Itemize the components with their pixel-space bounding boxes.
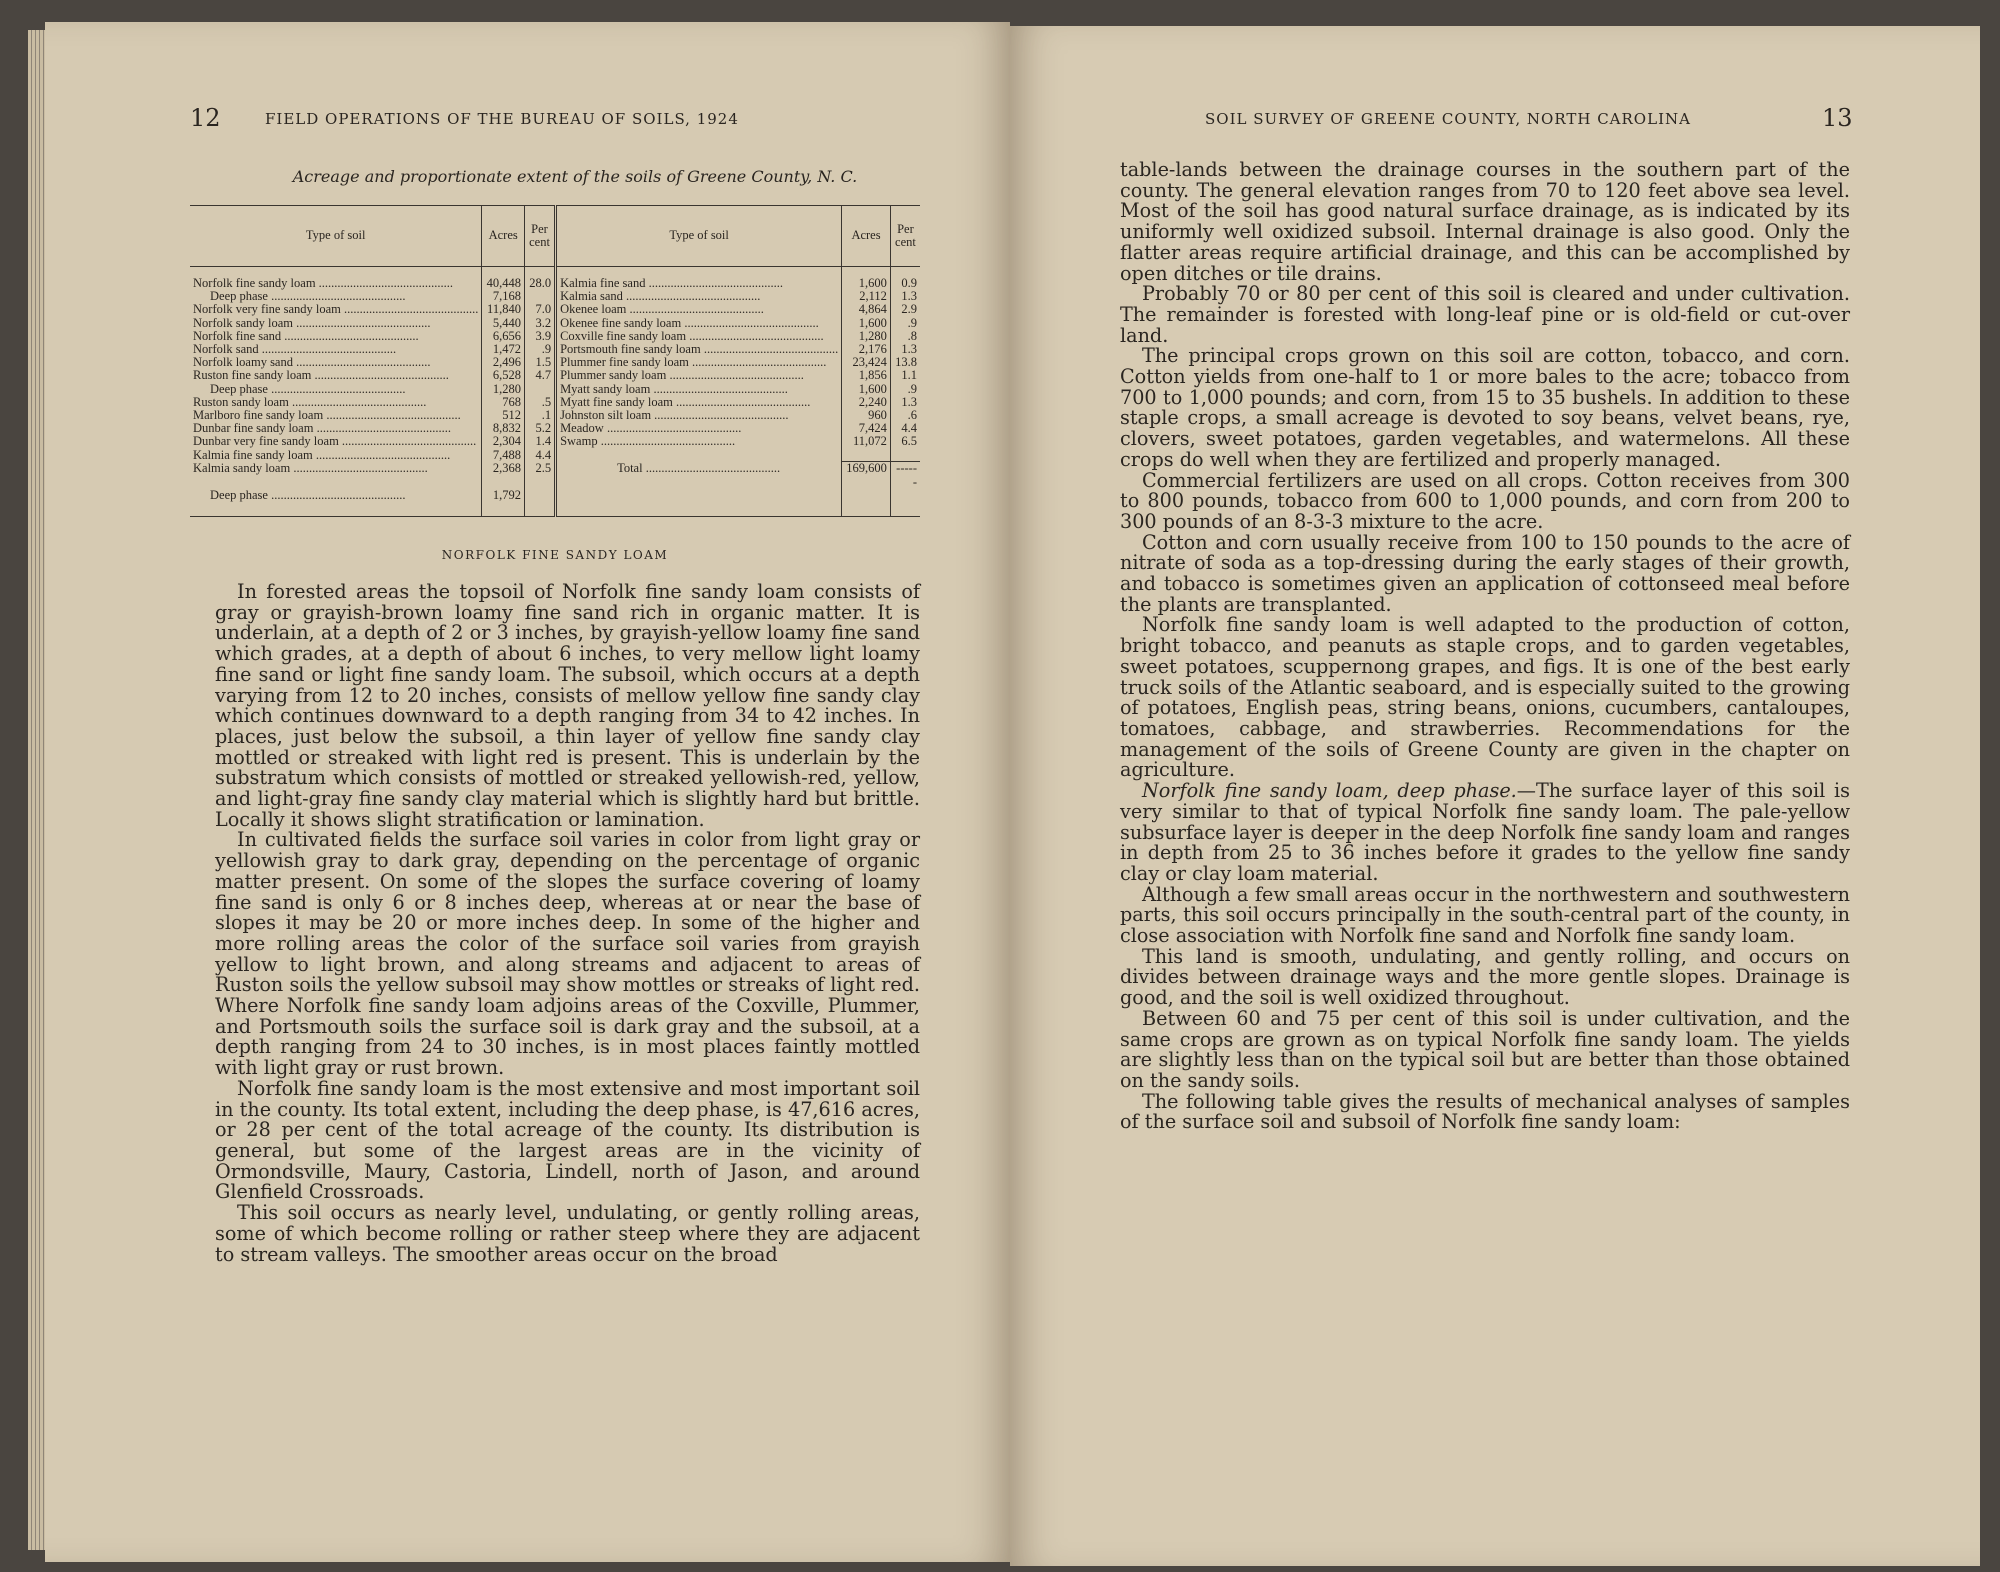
acres-value: 6,528 [482, 369, 525, 382]
total-percent: ------ [890, 462, 920, 489]
total-acres: 169,600 [842, 462, 891, 489]
acres-value: 2,496 [482, 356, 525, 369]
soil-name: Kalmia sand ..... [556, 290, 842, 303]
percent-value: 1.3 [890, 290, 920, 303]
acres-value: 11,840 [482, 303, 525, 316]
soil-name: Kalmia fine sand ..... [556, 277, 842, 290]
paragraph-deep-phase [1120, 781, 1850, 885]
soil-name: Okenee loam ..... [556, 303, 842, 316]
acres-value: 1,472 [482, 343, 525, 356]
running-head-left: FIELD OPERATIONS OF THE BUREAU OF SOILS, 1924 [265, 110, 739, 128]
acres-value: 23,424 [842, 356, 891, 369]
page-stack-edge [28, 30, 46, 1550]
table-row [190, 422, 920, 435]
acres-value: 1,600 [842, 317, 891, 330]
soil-name: Kalmia fine sandy loam ..... [190, 449, 482, 462]
empty [556, 449, 842, 462]
acres-value: 2,304 [482, 435, 525, 448]
soil-name: Myatt sandy loam ..... [556, 383, 842, 396]
running-head-right: SOIL SURVEY OF GREENE COUNTY, NORTH CAROLINA [1205, 110, 1691, 128]
paragraph: The principal crops grown on this soil are cotton, tobacco, and corn. Cotton yields from one-half to 1 or more bales to the acre; tobacco from 700 to 1,000 pounds; and corn, from 15 to 35 bushels. In addition to these staple crops, a small acreage is devoted to soy beans, velvet beans, rye, clovers, sweet potatoes, garden vegetables, and watermelons. All these crops do well when they are fertilized and properly managed. [1120, 344, 1850, 471]
paragraph: In forested areas the topsoil of Norfolk fine sandy loam consists of gray or grayish-brown loamy fine sand rich in organic matter. It is underlain, at a depth of 2 or 3 inches, by grayish-yellow loamy fine sand which grades, at a depth of about 6 inches, to very mellow light loamy fine sand or light fine sandy loam. The subsoil, which occurs at a depth varying from 12 to 20 inches, consists of mellow yellow fine sandy clay which continues downward to a depth ranging from 34 to 42 inches. In places, just below the subsoil, a thin layer of yellow fine sandy clay mottled or streaked with light red is present. This is underlain by the substratum which consists of mottled or streaked yellowish-red, yellow, and light-gray fine sandy clay material which is slightly hard but brittle. Locally it shows slight stratification or lamination. [215, 580, 920, 831]
acres-value: 6,656 [482, 330, 525, 343]
page-number-right: 13 [1822, 104, 1853, 132]
percent-value: 13.8 [890, 356, 920, 369]
page-number-left: 12 [190, 104, 221, 132]
soil-name: Coxville fine sandy loam ..... [556, 330, 842, 343]
percent-value: 1.3 [890, 396, 920, 409]
soil-name: Deep phase ..... [190, 383, 482, 396]
paragraph: This soil occurs as nearly level, undulating, or gently rolling areas, some of which become rolling or rather steep where they are adjacent to stream valleys. The smoother areas occur on the broad [215, 1201, 920, 1266]
soil-name: Norfolk loamy sand ..... [190, 356, 482, 369]
percent-value: .9 [890, 317, 920, 330]
percent-value: 3.2 [524, 317, 555, 330]
percent-value: 28.0 [524, 277, 555, 290]
percent-value: 4.7 [524, 369, 555, 382]
acres-value: 1,600 [842, 383, 891, 396]
percent-value: .5 [524, 396, 555, 409]
percent-value: 5.2 [524, 422, 555, 435]
percent-value: 1.5 [524, 356, 555, 369]
table-row [190, 383, 920, 396]
paragraph: Commercial fertilizers are used on all crops. Cotton receives from 300 to 800 pounds, tobacco from 600 to 1,000 pounds, and corn from 200 to 300 pounds of an 8-3-3 mixture to the acre. [1120, 468, 1850, 533]
soil-name: Johnston silt loam ..... [556, 409, 842, 422]
soil-name: Swamp ..... [556, 435, 842, 448]
soil-name: Meadow ..... [556, 422, 842, 435]
acres-value: 40,448 [482, 277, 525, 290]
percent-value [524, 383, 555, 396]
percent-value: .6 [890, 409, 920, 422]
soil-name: Portsmouth fine sandy loam ..... [556, 343, 842, 356]
acres-value: 2,368 [482, 462, 525, 489]
acres-value: 7,488 [482, 449, 525, 462]
soil-name: Okenee fine sandy loam ..... [556, 317, 842, 330]
table-row [190, 462, 920, 489]
soil-name: Deep phase ..... [190, 489, 482, 502]
soil-name: Norfolk sandy loam ..... [190, 317, 482, 330]
soil-name: Myatt fine sandy loam ..... [556, 396, 842, 409]
table-row [190, 343, 920, 356]
percent-value: .8 [890, 330, 920, 343]
header-acres-left: Acres [482, 206, 525, 267]
percent-value: 6.5 [890, 435, 920, 448]
deep-phase-title: Norfolk fine sandy loam, deep phase. [1142, 779, 1517, 803]
soil-name: Norfolk fine sand ..... [190, 330, 482, 343]
table-row [190, 409, 920, 422]
table-row [190, 303, 920, 316]
paragraph: Between 60 and 75 per cent of this soil is under cultivation, and the same crops are grown as on typical Norfolk fine sandy loam. The yields are slightly less than on the typical soil but are better than those obtained on the sandy soils. [1120, 1006, 1850, 1092]
acres-value: 4,864 [842, 303, 891, 316]
percent-value: 2.5 [524, 462, 555, 489]
acres-value: 7,424 [842, 422, 891, 435]
acres-value: 11,072 [842, 435, 891, 448]
paragraph: The following table gives the results of mechanical analyses of samples of the surface soil and subsoil of Norfolk fine sandy loam: [1120, 1089, 1850, 1134]
total-label: Total ..... [556, 462, 842, 489]
table-row [190, 317, 920, 330]
acres-value: 5,440 [482, 317, 525, 330]
acres-value: 768 [482, 396, 525, 409]
right-body-text [1120, 160, 1850, 1133]
percent-value [524, 489, 555, 502]
paragraph: table-lands between the drainage courses in the southern part of the county. The general elevation ranges from 70 to 120 feet above sea level. Most of the soil has good natural surface drainage, as is indicated by its uniformly well oxidized subsoil. Internal drainage is also good. Only the flatter areas require artificial drainage, and this can be accomplished by open ditches or tile drains. [1120, 158, 1850, 285]
table-row [190, 290, 920, 303]
soil-name: Norfolk sand ..... [190, 343, 482, 356]
header-pct-right: Per cent [890, 206, 920, 267]
header-type-right: Type of soil [556, 206, 842, 267]
acreage-table [190, 205, 920, 517]
percent-value: 1.1 [890, 369, 920, 382]
table-caption: Acreage and proportionate extent of the soils of Greene County, N. C. [292, 167, 858, 186]
paragraph: Norfolk fine sandy loam is the most extensive and most important soil in the county. Its total extent, including the deep phase, is 47,616 acres, or 28 per cent of the total acreage of the county. Its distribution is general, but some of the largest areas are in the vicinity of Ormondsville, Maury, Castoria, Lindell, north of Jason, and around Glenfield Crossroads. [215, 1076, 920, 1204]
table-row [190, 489, 920, 502]
header-acres-right: Acres [842, 206, 891, 267]
acres-value: 1,856 [842, 369, 891, 382]
empty [890, 449, 920, 462]
soil-name: Deep phase ..... [190, 290, 482, 303]
acres-value: 960 [842, 409, 891, 422]
percent-value: 1.4 [524, 435, 555, 448]
soil-name: Ruston sandy loam ..... [190, 396, 482, 409]
acres-value: 1,792 [482, 489, 525, 502]
paragraph: This land is smooth, undulating, and gently rolling, and occurs on divides between drainage ways and the more gentle slopes. Drainage is good, and the soil is well oxidized throughout. [1120, 944, 1850, 1010]
acres-value: 8,832 [482, 422, 525, 435]
empty [890, 489, 920, 502]
left-body-text [215, 582, 920, 1265]
percent-value: .9 [524, 343, 555, 356]
percent-value: 7.0 [524, 303, 555, 316]
acres-value: 1,280 [482, 383, 525, 396]
paragraph: Cotton and corn usually receive from 100 to 150 pounds to the acre of nitrate of soda as a top-dressing during the early stages of their growth, and tobacco is sometimes given an application of cottonseed meal before the plants are transplanted. [1120, 530, 1850, 616]
soil-name: Plummer sandy loam ..... [556, 369, 842, 382]
table-row [190, 369, 920, 382]
soil-name: Norfolk very fine sandy loam ..... [190, 303, 482, 316]
soil-name: Dunbar very fine sandy loam ..... [190, 435, 482, 448]
acres-value: 2,112 [842, 290, 891, 303]
soil-name: Marlboro fine sandy loam ..... [190, 409, 482, 422]
percent-value: 0.9 [890, 277, 920, 290]
table-row [190, 277, 920, 290]
percent-value: 3.9 [524, 330, 555, 343]
empty [556, 489, 842, 502]
soil-name: Dunbar fine sandy loam ..... [190, 422, 482, 435]
percent-value: .9 [890, 383, 920, 396]
paragraph: Norfolk fine sandy loam is well adapted to the production of cotton, bright tobacco, and peanuts as staple crops, and to garden vegetables, sweet potatoes, scuppernong grapes, and figs. It is one of the best early truck soils of the Atlantic seaboard, and is especially suited to the growing of potatoes, English peas, string beans, onions, cucumbers, cantaloupes, tomatoes, cabbage, and strawberries. Recommendations for the management of the soils of Greene County are given in the chapter on agriculture. [1120, 613, 1850, 782]
soil-name: Kalmia sandy loam ..... [190, 462, 482, 489]
acres-value: 2,176 [842, 343, 891, 356]
acres-value: 7,168 [482, 290, 525, 303]
table-row [190, 330, 920, 343]
acres-value: 1,600 [842, 277, 891, 290]
header-type-left: Type of soil [190, 206, 482, 267]
paragraph: Although a few small areas occur in the northwestern and southwestern parts, this soil occurs principally in the south-central part of the county, in close association with Norfolk fine sand and Norfolk fine sandy loam. [1120, 882, 1850, 948]
table-row [190, 396, 920, 409]
table-row [190, 356, 920, 369]
paragraph: Probably 70 or 80 per cent of this soil is cleared and under cultivation. The remainder is forested with long-leaf pine or is old-field or cut-over land. [1120, 282, 1850, 347]
acres-value: 2,240 [842, 396, 891, 409]
deep-phase-text: —The surface layer of this soil is very similar to that of typical Norfolk fine sandy loam. The pale-yellow subsurface layer is deeper in the deep Norfolk fine sandy loam and ranges in depth from 25 to 36 inches before it grades to the yellow fine sandy clay or clay loam material. [1120, 779, 1850, 885]
section-heading: NORFOLK FINE SANDY LOAM [441, 548, 669, 562]
table-row [190, 435, 920, 448]
percent-value: 2.9 [890, 303, 920, 316]
paragraph: In cultivated fields the surface soil varies in color from light gray or yellowish gray to dark gray, depending on the percentage of organic matter present. On some of the slopes the surface covering of loamy fine sand is only 6 or 8 inches deep, whereas at or near the base of slopes it may be 20 or more inches deep. In some of the higher and more rolling areas the color of the surface soil varies from grayish yellow to light brown, and along streams and adjacent to areas of Ruston soils the yellow subsoil may show mottles or streaks of light red. Where Norfolk fine sandy loam adjoins areas of the Coxville, Plummer, and Portsmouth soils the surface soil is dark gray and the subsoil, at a depth ranging from 24 to 30 inches, is in most places faintly mottled with light gray or rust brown. [215, 828, 920, 1080]
soil-name: Ruston fine sandy loam ..... [190, 369, 482, 382]
percent-value: 4.4 [890, 422, 920, 435]
percent-value: 1.3 [890, 343, 920, 356]
table-row [190, 449, 920, 462]
percent-value: 4.4 [524, 449, 555, 462]
percent-value: .1 [524, 409, 555, 422]
header-pct-left: Per cent [524, 206, 555, 267]
empty [842, 449, 891, 462]
soil-name: Norfolk fine sandy loam ..... [190, 277, 482, 290]
acres-value: 512 [482, 409, 525, 422]
acres-value: 1,280 [842, 330, 891, 343]
soil-name: Plummer fine sandy loam ..... [556, 356, 842, 369]
empty [842, 489, 891, 502]
